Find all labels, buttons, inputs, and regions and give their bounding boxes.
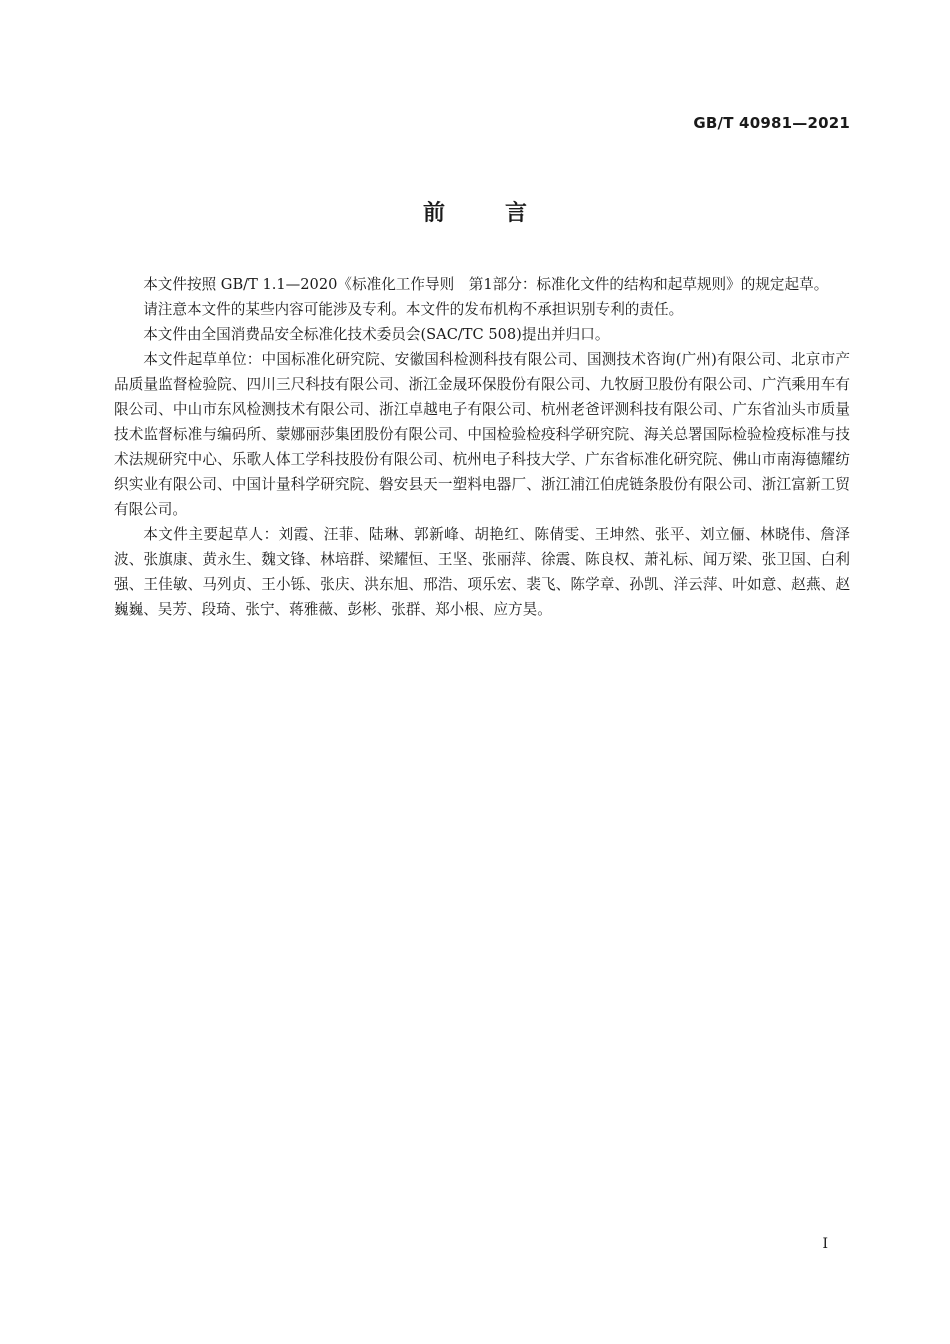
paragraph-drafting-rules: 本文件按照 GB/T 1.1—2020《标准化工作导则 第1部分：标准化文件的结构和起草规则》的规定起草。 (143, 276, 829, 293)
standard-number: GB/T 40981—2021 (693, 114, 850, 132)
page-number: I (822, 1236, 828, 1252)
paragraph-proposer: 本文件由全国消费品安全标准化技术委员会(SAC/TC 508)提出并归口。 (143, 326, 610, 343)
foreword-body (114, 272, 850, 622)
paragraph-patent-notice: 请注意本文件的某些内容可能涉及专利。本文件的发布机构不承担识别专利的责任。 (143, 301, 684, 318)
page-title: 前言 (422, 201, 587, 226)
paragraph-drafting-units: 本文件起草单位：中国标准化研究院、安徽国科检测科技有限公司、国测技术咨询(广州)有限公司、北京市产品质量监督检验院、四川三尺科技有限公司、浙江金晟环保股份有限公司、九牧厨卫股份有限公司、广汽乘用车有限公司、中山市东风检测技术有限公司、浙江卓越电子有限公司、杭州老爸评测科技有限公司、广东省汕头市质量技术监督标准与编码所、蒙娜丽莎集团股份有限公司、中国检验检疫科学研究院、海关总署国际检验检疫标准与技术法规研究中心、乐歌人体工学科技股份有限公司、杭州电子科技大学、广东省标准化研究院、佛山市南海德耀纺织实业有限公司、中国计量科学研究院、磐安县天一塑料电器厂、浙江浦江伯虎链条股份有限公司、浙江富新工贸有限公司。 (114, 351, 850, 518)
paragraph-drafters: 本文件主要起草人：刘霞、汪菲、陆琳、郭新峰、胡艳红、陈倩雯、王坤然、张平、刘立俪、林晓伟、詹泽波、张旗康、黄永生、魏文锋、林培群、梁耀恒、王坚、张丽萍、徐震、陈良权、萧礼标、闻万梁、张卫国、白利强、王佳敏、马列贞、王小铄、张庆、洪东旭、邢浩、项乐宏、裴飞、陈学章、孙凯、洋云萍、叶如意、赵燕、赵巍巍、吴芳、段琦、张宁、蒋雅薇、彭彬、张群、郑小根、应方昊。 (114, 526, 850, 618)
